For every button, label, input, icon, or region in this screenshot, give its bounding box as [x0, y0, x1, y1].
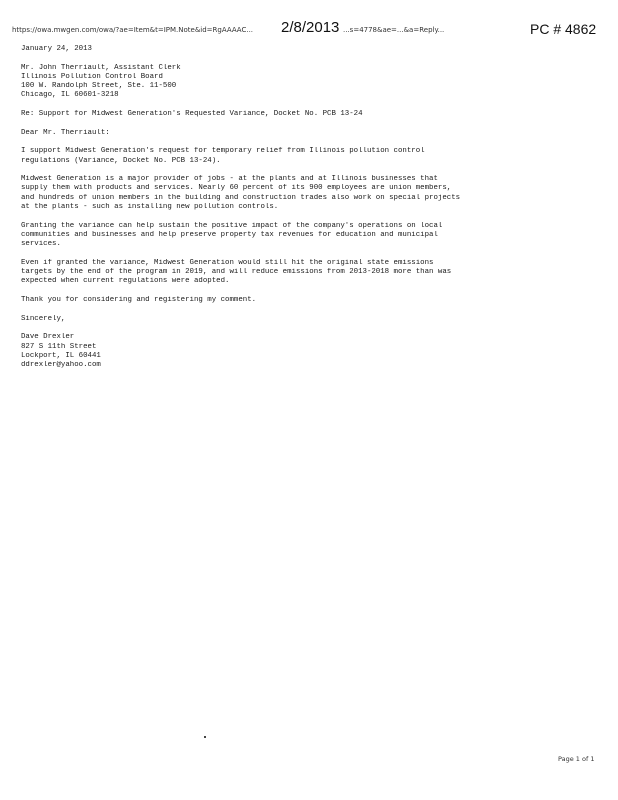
paragraph-line: Granting the variance can help sustain the positive impact of the company's operations on local: [21, 221, 443, 230]
paragraph-5: [21, 296, 596, 305]
page-number: Page 1 of 1: [558, 755, 595, 763]
paragraph-line: Thank you for considering and registering my comment.: [21, 296, 257, 305]
paragraph-line: Even if granted the variance, Midwest Generation would still hit the original state emissions: [21, 258, 434, 267]
paragraph-1: [21, 147, 596, 166]
signature-city: Lockport, IL 60441: [21, 351, 101, 360]
salutation: Dear Mr. Therriault:: [21, 128, 110, 137]
paragraph-line: supply them with products and services. Nearly 60 percent of its 900 employees are union members,: [21, 184, 452, 193]
recipient-line: Chicago, IL 60601-3218: [21, 91, 119, 100]
paragraph-line: services.: [21, 240, 61, 249]
closing: Sincerely,: [21, 314, 66, 323]
paragraph-line: targets by the end of the program in 2019, and will reduce emissions from 2013-2018 more than was: [21, 268, 452, 277]
recipient-line: Mr. John Therriault, Assistant Clerk: [21, 63, 181, 72]
paragraph-2: [21, 175, 596, 212]
paragraph-line: and hundreds of union members in the building and construction trades also work on special projects: [21, 193, 461, 202]
public-comment-number: PC # 4862: [530, 21, 597, 37]
subject-line: Re: Support for Midwest Generation's Requested Variance, Docket No. PCB 13-24: [21, 110, 363, 119]
paragraph-line: communities and businesses and help preserve property tax revenues for education and municipal: [21, 230, 438, 239]
signature-block: [21, 333, 596, 370]
recipient-line: Illinois Pollution Control Board: [21, 72, 163, 81]
paragraph-3: [21, 222, 596, 250]
paragraph-line: Midwest Generation is a major provider of jobs - at the plants and at Illinois businesses that: [21, 175, 438, 184]
signature-email: ddrexler@yahoo.com: [21, 361, 101, 370]
recipient-line: 100 W. Randolph Street, Ste. 11-500: [21, 82, 177, 91]
scan-speck: [204, 736, 206, 738]
paragraph-line: at the plants - such as installing new pollution controls.: [21, 203, 279, 212]
recipient-address: [21, 64, 596, 101]
signature-street: 827 S 11th Street: [21, 342, 97, 351]
paragraph-line: regulations (Variance, Docket No. PCB 13-24).: [21, 156, 221, 165]
header-url: https://owa.mwgen.com/owa/?ae=Item&t=IPM.Note&id=RgAAAAC...: [12, 26, 254, 34]
paragraph-line: expected when current regulations were adopted.: [21, 277, 230, 286]
header-url-continued: ...s=4778&ae=...&a=Reply...: [343, 26, 445, 34]
signature-name: Dave Drexler: [21, 333, 75, 342]
paragraph-4: [21, 259, 596, 287]
header-date: 2/8/2013: [281, 19, 340, 36]
paragraph-line: I support Midwest Generation's request for temporary relief from Illinois pollution control: [21, 147, 425, 156]
letter-date: January 24, 2013: [21, 45, 92, 53]
letter-body: [21, 45, 596, 370]
